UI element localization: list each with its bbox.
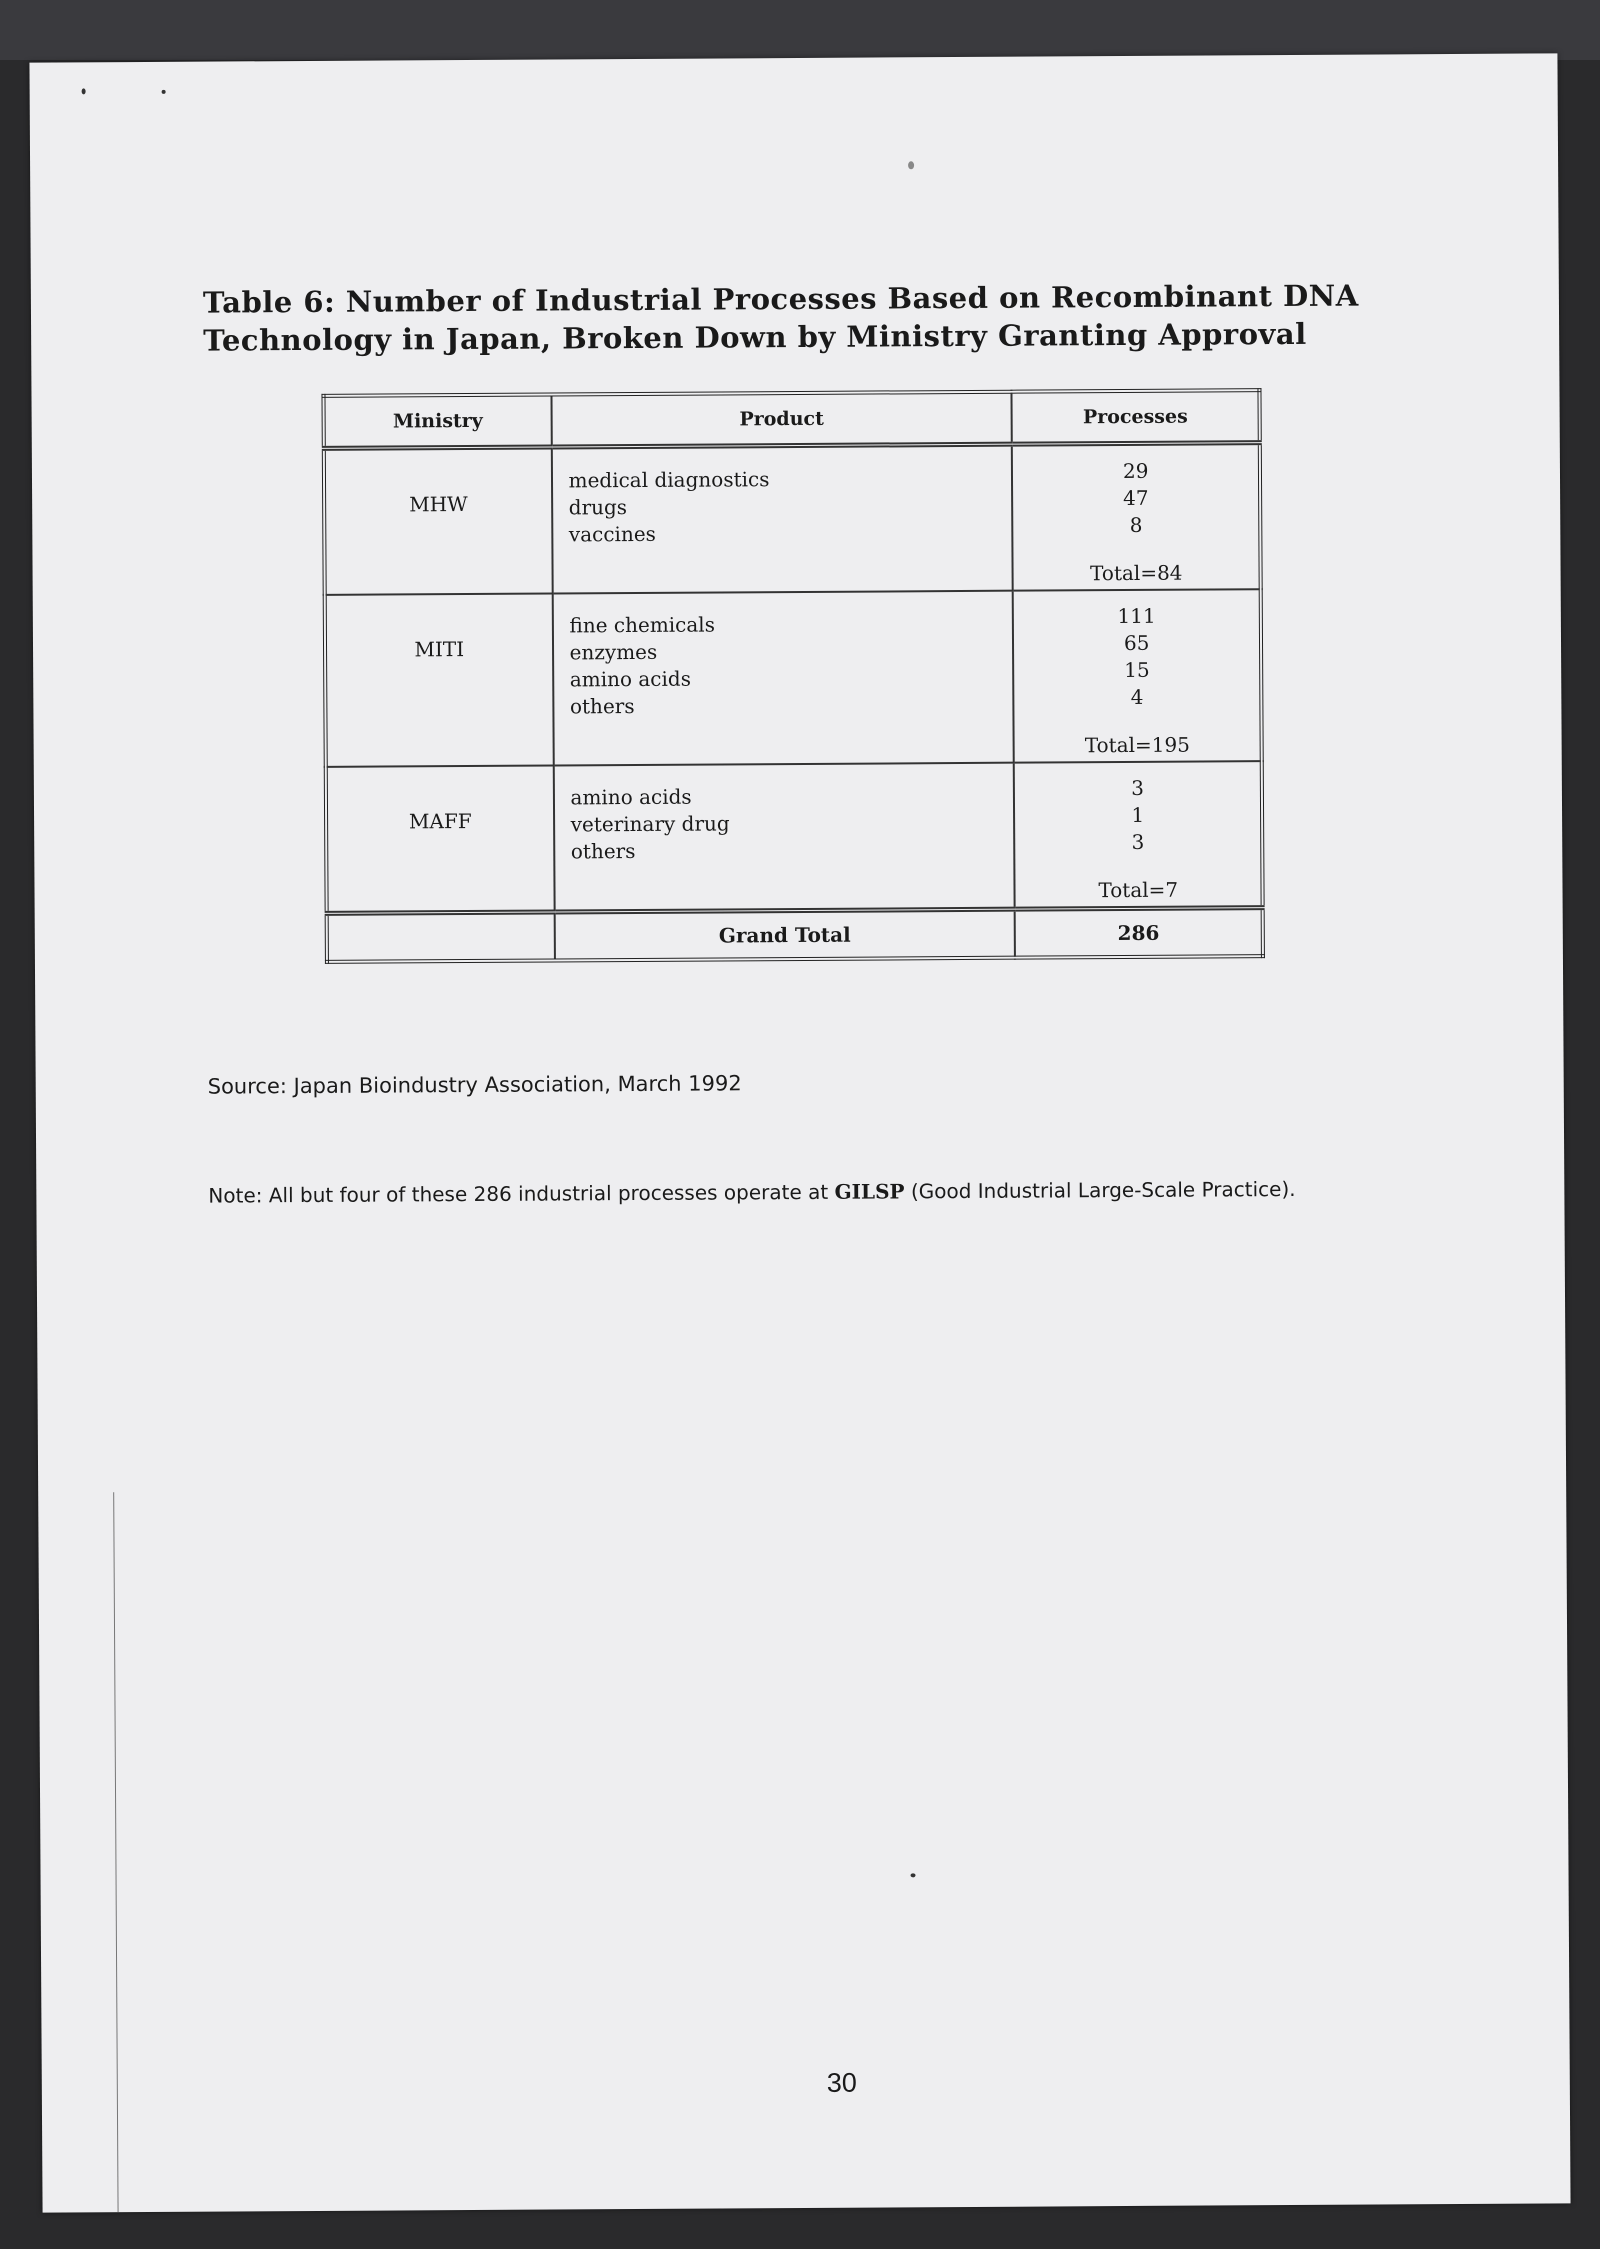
table-row (325, 589, 1262, 767)
product-cell (551, 444, 1013, 593)
product-item: others (569, 694, 635, 719)
process-count: 47 (1123, 485, 1149, 511)
ministry-cell (326, 766, 554, 914)
scanner-backdrop (0, 0, 1600, 60)
document-page (29, 53, 1570, 2212)
product-item: fine chemicals (569, 612, 715, 638)
note-bold-term: GILSP (834, 1179, 905, 1204)
note-suffix: (Good Industrial Large-Scale Practice). (904, 1176, 1296, 1204)
scan-speck (911, 1873, 916, 1877)
ministry-name: MHW (409, 492, 468, 517)
grand-total-empty-cell (327, 912, 555, 962)
ministry-total: Total=195 (1084, 732, 1190, 758)
table-row (326, 761, 1263, 913)
table-title (203, 276, 1403, 359)
table-row (324, 443, 1261, 595)
process-count: 3 (1131, 775, 1145, 800)
product-item: enzymes (569, 639, 658, 665)
ministry-cell (325, 594, 554, 767)
processes-table (321, 388, 1264, 964)
header-ministry: Ministry (323, 395, 551, 449)
ministry-name: MITI (414, 637, 465, 662)
processes-cell (1014, 761, 1262, 909)
processes-cell (1012, 443, 1260, 591)
process-count: 3 (1131, 829, 1145, 854)
product-item: veterinary drug (570, 811, 730, 837)
ministry-name: MAFF (408, 808, 472, 834)
process-count: 15 (1124, 657, 1150, 683)
process-count: 65 (1123, 630, 1150, 656)
grand-total-row (327, 908, 1263, 962)
page-number: 30 (826, 2067, 857, 2098)
ministry-cell (324, 447, 552, 595)
scan-speck (908, 161, 914, 169)
product-item: drugs (568, 495, 628, 520)
note-line (208, 1177, 1295, 1208)
product-item: vaccines (568, 521, 656, 547)
process-count: 1 (1131, 802, 1145, 827)
header-product: Product (551, 392, 1012, 447)
process-count: 29 (1122, 458, 1149, 484)
ministry-total: Total=84 (1090, 560, 1183, 586)
grand-total-label: Grand Total (554, 909, 1015, 960)
title-line-2: Technology in Japan, Broken Down by Ministry Granting Approval (203, 316, 1307, 358)
grand-total-value: 286 (1015, 908, 1263, 958)
product-item: others (570, 839, 636, 864)
ministry-total: Total=7 (1098, 877, 1179, 903)
processes-cell (1013, 589, 1262, 763)
header-processes: Processes (1012, 390, 1260, 444)
table-header-row (323, 390, 1259, 448)
product-item: medical diagnostics (568, 467, 770, 493)
scan-speck (82, 88, 86, 94)
source-line: Source: Japan Bioindustry Association, March 1992 (207, 1071, 742, 1099)
product-item: amino acids (570, 784, 692, 810)
margin-rule (113, 1492, 118, 2212)
process-count: 4 (1130, 684, 1144, 709)
product-cell (553, 763, 1015, 912)
process-count: 111 (1117, 603, 1156, 629)
note-prefix: Note: All but four of these 286 industrial processes operate at (208, 1179, 835, 1208)
process-count: 8 (1129, 512, 1143, 537)
product-item: amino acids (569, 666, 691, 692)
title-line-1: Table 6: Number of Industrial Processes Based on Recombinant DNA (202, 278, 1359, 320)
scan-speck (162, 90, 166, 94)
product-cell (552, 591, 1014, 766)
